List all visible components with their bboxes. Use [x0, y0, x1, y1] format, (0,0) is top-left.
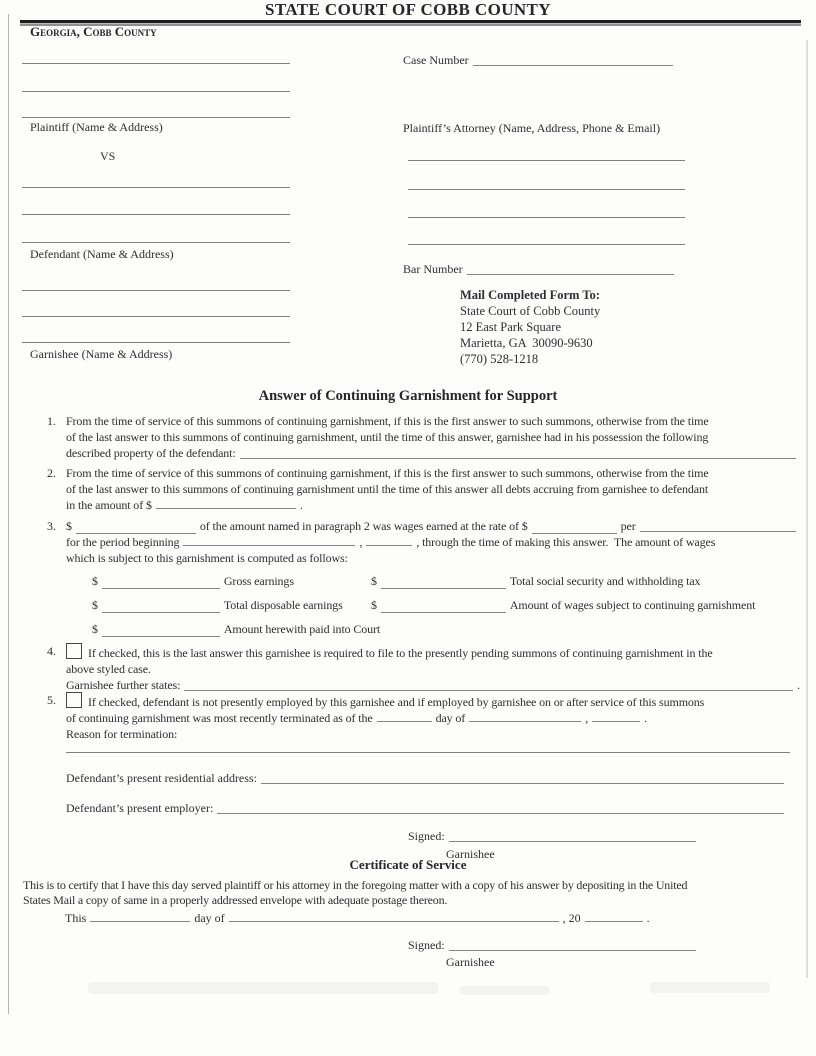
paid-into-court-label: Amount herewith paid into Court	[223, 622, 381, 636]
county-caption: Georgia, Cobb County	[30, 24, 157, 39]
bar-number-label: Bar Number	[403, 262, 463, 276]
mail-to-block	[460, 287, 600, 367]
present-employer-input-line[interactable]	[217, 813, 784, 814]
item3-text: which is subject to this garnishment is computed as follows:	[66, 551, 348, 565]
signed-label: Signed:	[408, 938, 445, 952]
mail-to-address-line: (770) 528-1218	[460, 352, 539, 366]
termination-month-input-line[interactable]	[469, 710, 581, 722]
item1-text-line: of the last answer to this summons of continuing garnishment, until the time of this answer, garnishee had in his possession the following	[66, 430, 709, 444]
garnishee-signature-row	[408, 828, 700, 844]
period: .	[299, 498, 303, 512]
mail-to-address-line: State Court of Cobb County	[460, 304, 601, 318]
item3-text: for the period beginning	[66, 535, 180, 549]
period-year-input-line[interactable]	[366, 534, 412, 546]
certificate-date-row	[65, 910, 650, 926]
attorney-line-2[interactable]	[408, 189, 685, 190]
comma: ,	[585, 711, 589, 725]
mail-to-address-line: Marietta, GA 30090-9630	[460, 336, 593, 350]
item3-text: per	[620, 519, 636, 533]
wage-computation	[92, 573, 800, 637]
defendant-name-line-3[interactable]	[22, 242, 290, 243]
service-month-input-line[interactable]	[229, 910, 559, 922]
debt-amount-input-line[interactable]	[156, 497, 296, 509]
attorney-line-4[interactable]	[408, 244, 685, 245]
gross-earnings-label: Gross earnings	[223, 574, 294, 588]
vs-label: VS	[100, 149, 116, 163]
social-security-amount-line[interactable]	[381, 577, 506, 589]
form-title: Answer of Continuing Garnishment for Support	[258, 388, 558, 404]
reason-for-termination-label: Reason for termination:	[66, 727, 178, 741]
court-title: STATE COURT OF COBB COUNTY	[265, 0, 551, 19]
certificate-text	[23, 878, 813, 908]
certificate-title: Certificate of Service	[349, 857, 467, 872]
period: .	[644, 711, 647, 725]
termination-day-input-line[interactable]	[377, 710, 432, 722]
further-states-input-line[interactable]	[184, 690, 793, 691]
wage-row-2	[92, 597, 800, 613]
wages-subject-label: Amount of wages subject to continuing garnishment	[509, 598, 756, 612]
mail-to-address-line: 12 East Park Square	[460, 320, 562, 334]
case-number-input-line[interactable]	[473, 65, 673, 66]
garnishee-signature-caption: Garnishee	[446, 847, 495, 861]
item1-text-line: From the time of service of this summons of continuing garnishment, if this is the first answer to such summons, otherwise from the time	[66, 414, 709, 428]
not-employed-checkbox[interactable]	[66, 692, 82, 708]
certificate-text-line: States Mail a copy of same in a properly addressed envelope with adequate postage thereon.	[23, 893, 448, 907]
defendant-name-line-1[interactable]	[22, 187, 290, 188]
garnishee-name-line-1[interactable]	[22, 290, 290, 291]
further-states-label: Garnishee further states:	[66, 678, 181, 692]
garnishee-name-line-3[interactable]	[22, 342, 290, 343]
mail-to-heading: Mail Completed Form To:	[460, 288, 600, 302]
currency-sign: $	[66, 519, 72, 533]
pay-period-input-line[interactable]	[640, 531, 796, 532]
currency-sign: $	[92, 622, 98, 636]
item2-text-line: in the amount of $	[66, 498, 152, 512]
wage-rate-input-line[interactable]	[532, 522, 617, 534]
service-year-input-line[interactable]	[585, 910, 643, 922]
wage-portion-input-line[interactable]	[76, 522, 196, 534]
item-4	[24, 643, 800, 693]
signed-label: Signed:	[408, 829, 445, 843]
last-answer-checkbox[interactable]	[66, 643, 82, 659]
garnishee-signature-line[interactable]	[449, 841, 696, 842]
this-label: This	[65, 911, 87, 925]
attorney-label: Plaintiff’s Attorney (Name, Address, Phone & Email)	[403, 121, 661, 135]
residential-address-label: Defendant’s present residential address:	[66, 771, 257, 785]
paid-into-court-amount-line[interactable]	[102, 625, 220, 637]
item-1	[24, 413, 792, 461]
item4-text-line: above styled case.	[66, 662, 151, 676]
plaintiff-name-line-3[interactable]	[22, 117, 290, 118]
wages-subject-amount-line[interactable]	[381, 601, 506, 613]
residential-address-row	[66, 770, 788, 786]
residential-address-input-line[interactable]	[261, 783, 784, 784]
attorney-line-1[interactable]	[408, 160, 685, 161]
item2-text-line: of the last answer to this summons of continuing garnishment until the time of this answer all debts accruing from garnishee to defendant	[66, 482, 709, 496]
case-number-label: Case Number	[403, 53, 469, 67]
currency-sign: $	[92, 574, 98, 588]
garnishee-label: Garnishee (Name & Address)	[30, 347, 173, 361]
service-day-input-line[interactable]	[90, 910, 190, 922]
defendant-label: Defendant (Name & Address)	[30, 247, 174, 261]
currency-sign: $	[371, 574, 377, 588]
certificate-signature-caption: Garnishee	[446, 955, 495, 969]
item-5	[24, 692, 792, 753]
item-number: 5.	[47, 693, 56, 707]
social-security-label: Total social security and withholding tax	[509, 574, 701, 588]
property-described-input-line[interactable]	[240, 458, 796, 459]
bar-number-row	[403, 261, 678, 277]
garnishee-name-line-2[interactable]	[22, 316, 290, 317]
scan-smudge	[650, 982, 770, 993]
item-number: 3.	[47, 519, 56, 533]
certificate-signature-line[interactable]	[449, 950, 696, 951]
defendant-name-line-2[interactable]	[22, 214, 290, 215]
period: .	[646, 911, 650, 925]
bar-number-input-line[interactable]	[467, 274, 674, 275]
disposable-earnings-label: Total disposable earnings	[223, 598, 343, 612]
comma: ,	[359, 535, 363, 549]
item2-text-line: From the time of service of this summons of continuing garnishment, if this is the first answer to such summons, otherwise from the time	[66, 466, 709, 480]
termination-reason-input-line[interactable]	[66, 752, 790, 753]
currency-sign: $	[92, 598, 98, 612]
gross-earnings-amount-line[interactable]	[102, 577, 220, 589]
item5-text-line: day of	[435, 711, 466, 725]
item3-text: , through the time of making this answer. The amount of wages	[416, 535, 716, 549]
item5-text-line: of continuing garnishment was most recently terminated as of the	[66, 711, 373, 725]
present-employer-label: Defendant’s present employer:	[66, 801, 214, 815]
plaintiff-name-line-1[interactable]	[22, 63, 290, 64]
termination-year-input-line[interactable]	[592, 710, 640, 722]
year-prefix: , 20	[562, 911, 581, 925]
scan-smudge	[88, 982, 438, 994]
wage-row-1	[92, 573, 800, 589]
plaintiff-label: Plaintiff (Name & Address)	[30, 120, 163, 134]
period-beginning-input-line[interactable]	[183, 534, 355, 546]
item-2	[24, 465, 792, 513]
item-number: 2.	[47, 466, 56, 480]
item-number: 4.	[47, 644, 56, 658]
certificate-signature-row	[408, 937, 700, 953]
disposable-earnings-amount-line[interactable]	[102, 601, 220, 613]
item3-text: of the amount named in paragraph 2 was wages earned at the rate of $	[199, 519, 528, 533]
day-of-label: day of	[194, 911, 225, 925]
scan-edge-right	[806, 40, 808, 978]
item5-text-line: If checked, defendant is not presently employed by this garnishee and if employed by garnishee on or after service of this summons	[88, 695, 705, 709]
item1-text-line: described property of the defendant:	[66, 446, 236, 460]
wage-row-3	[92, 621, 800, 637]
item4-text-line: If checked, this is the last answer this garnishee is required to file to the presently pending summons of continuing garnishment in the	[88, 646, 713, 660]
item-number: 1.	[47, 414, 56, 428]
case-number-row	[403, 52, 677, 68]
currency-sign: $	[371, 598, 377, 612]
attorney-line-3[interactable]	[408, 217, 685, 218]
period: .	[797, 678, 800, 692]
item-3	[24, 518, 792, 645]
present-employer-row	[66, 800, 788, 816]
plaintiff-name-line-2[interactable]	[22, 91, 290, 92]
certificate-text-line: This is to certify that I have this day served plaintiff or his attorney in the foregoing matter with a copy of his answer by depositing in the United	[23, 878, 688, 892]
scan-smudge	[460, 986, 550, 995]
